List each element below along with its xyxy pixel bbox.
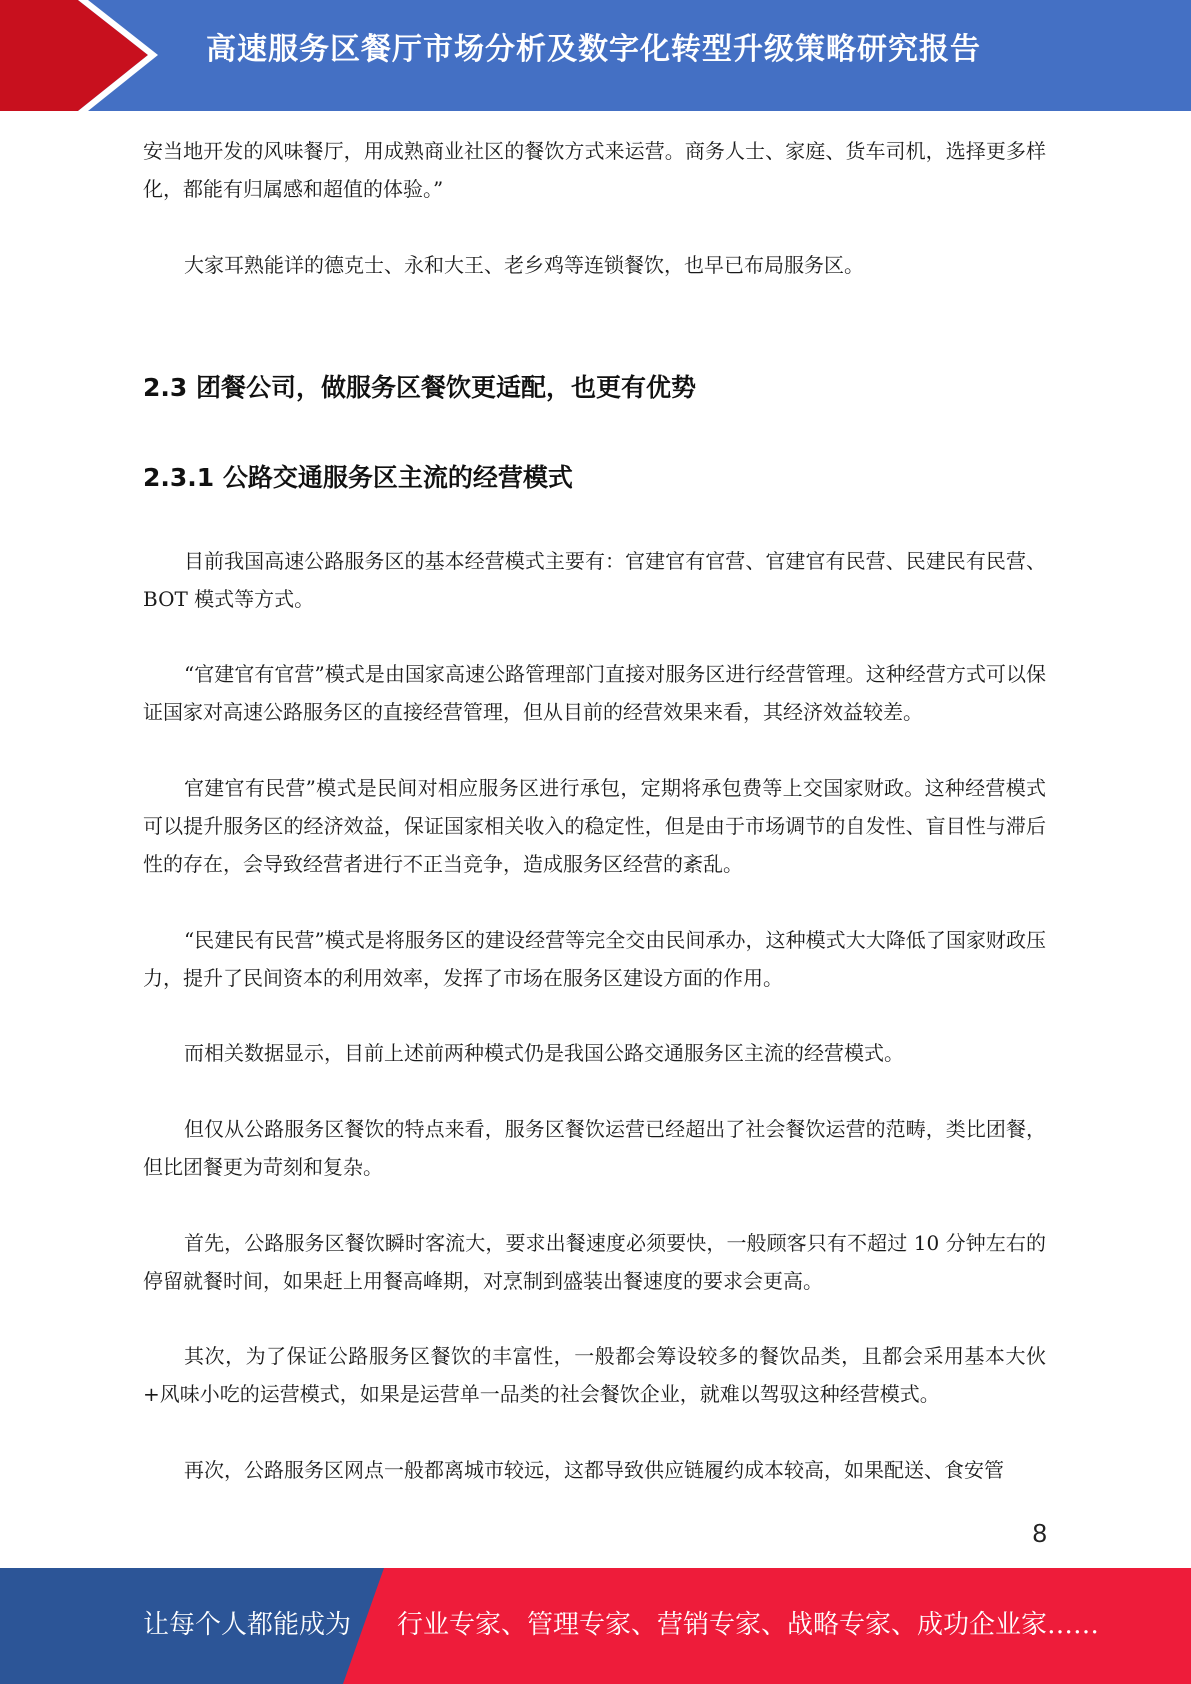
paragraph: “官建官有官营”模式是由国家高速公路管理部门直接对服务区进行经营管理。这种经营方式可以保证国家对高速公路服务区的直接经营管理，但从目前的经营效果来看，其经济效益较差。 bbox=[143, 662, 1046, 724]
paragraph: 首先，公路服务区餐饮瞬时客流大，要求出餐速度必须要快，一般顾客只有不超过 10 分钟左右的停留就餐时间，如果赶上用餐高峰期，对烹制到盛装出餐速度的要求会更高。 bbox=[143, 1231, 1046, 1293]
paragraph: 大家耳熟能详的德克士、永和大王、老乡鸡等连锁餐饮，也早已布局服务区。 bbox=[184, 253, 864, 277]
paragraph: 安当地开发的风味餐厅，用成熟商业社区的餐饮方式来运营。商务人士、家庭、货车司机，选择更多样化，都能有归属感和超值的体验。” bbox=[143, 139, 1046, 201]
page-number: 8 bbox=[1032, 1518, 1047, 1548]
paragraph: 目前我国高速公路服务区的基本经营模式主要有：官建官有官营、官建官有民营、民建民有民营、BOT 模式等方式。 bbox=[143, 549, 1046, 611]
paragraph: 官建官有民营”模式是民间对相应服务区进行承包，定期将承包费等上交国家财政。这种经营模式可以提升服务区的经济效益，保证国家相关收入的稳定性，但是由于市场调节的自发性、盲目性与滞后性的存在，会导致经营者进行不正当竞争，造成服务区经营的紊乱。 bbox=[143, 776, 1046, 876]
paragraph: “民建民有民营”模式是将服务区的建设经营等完全交由民间承办，这种模式大大降低了国家财政压力，提升了民间资本的利用效率，发挥了市场在服务区建设方面的作用。 bbox=[143, 928, 1046, 990]
subsection-heading-2-3-1: 2.3.1 公路交通服务区主流的经营模式 bbox=[143, 463, 573, 492]
page-footer-band bbox=[0, 1568, 1191, 1684]
paragraph: 而相关数据显示，目前上述前两种模式仍是我国公路交通服务区主流的经营模式。 bbox=[184, 1041, 904, 1065]
paragraph: 其次，为了保证公路服务区餐饮的丰富性，一般都会筹设较多的餐饮品类，且都会采用基本大伙+风味小吃的运营模式，如果是运营单一品类的社会餐饮企业，就难以驾驭这种经营模式。 bbox=[143, 1344, 1046, 1406]
footer-slogan-left: 让每个人都能成为 bbox=[143, 1610, 352, 1640]
report-title: 高速服务区餐厅市场分析及数字化转型升级策略研究报告 bbox=[206, 32, 981, 67]
paragraph: 但仅从公路服务区餐饮的特点来看，服务区餐饮运营已经超出了社会餐饮运营的范畴，类比团餐，但比团餐更为苛刻和复杂。 bbox=[143, 1117, 1046, 1179]
section-heading-2-3: 2.3 团餐公司，做服务区餐饮更适配，也更有优势 bbox=[143, 373, 696, 402]
page-header-band bbox=[0, 0, 1191, 111]
paragraph: 再次，公路服务区网点一般都离城市较远，这都导致供应链履约成本较高，如果配送、食安管 bbox=[184, 1458, 1004, 1482]
footer-slogan-right: 行业专家、管理专家、营销专家、战略专家、成功企业家…… bbox=[397, 1610, 1100, 1640]
